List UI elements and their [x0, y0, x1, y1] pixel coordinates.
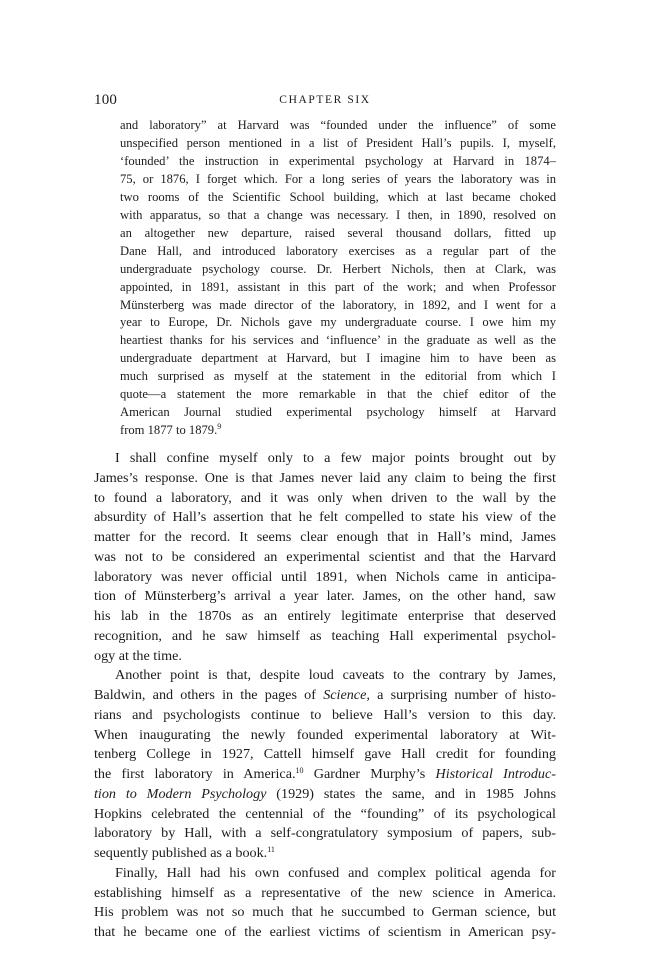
paragraph-line: to found a laboratory, and it was only when driven to the wall by the: [94, 489, 556, 506]
quote-line: year to Europe, Dr. Nichols gave my undergraduate course. I owe him my: [120, 315, 556, 330]
paragraph-line: rians and psychologists continue to believe Hall’s version to this day.: [94, 706, 556, 723]
paragraph-line: Another point is that, despite loud caveats to the contrary by James,: [115, 667, 556, 684]
line-text: Gardner Murphy’s: [303, 766, 436, 783]
footnote-marker: 10: [295, 766, 304, 776]
paragraph-line: absurdity of Hall’s assertion that he felt compelled to state his view of the: [94, 509, 556, 526]
quote-line: an altogether new departure, raised several thousand dollars, fitted up: [120, 225, 556, 240]
quote-line-text: from 1877 to 1879.: [120, 423, 218, 438]
book-title: tion to Modern Psychology: [94, 785, 267, 802]
quote-line: and laboratory” at Harvard was “founded under the influence” of some: [120, 118, 556, 132]
paragraph-line: I shall confine myself only to a few major points brought out by: [115, 450, 556, 467]
chapter-title: CHAPTER SIX: [279, 94, 371, 106]
paragraph-line: James’s response. One is that James never laid any claim to being the first: [94, 469, 556, 486]
line-text: Baldwin, and others in the pages of: [94, 687, 324, 704]
quote-line: with apparatus, so that a change was necessary. I then, in 1890, resolved on: [120, 207, 556, 222]
quote-line: quote—a statement the more remarkable in that the chief editor of the: [120, 387, 556, 402]
paragraph-line: laboratory by Hall, with a self-congratulatory symposium of papers, sub-: [94, 825, 556, 842]
quote-line: heartiest thanks for his services and ‘influence’ in the graduate as well as the: [120, 333, 556, 348]
paragraph-line: was not to be considered an experimental scientist and that the Harvard: [94, 548, 556, 565]
book-title: Historical Introduc-: [435, 766, 556, 783]
quote-line: ‘founded’ the instruction in experimental psychology at Harvard in 1874–: [120, 153, 556, 168]
quote-line: unspecified person mentioned in a list of President Hall’s pupils. I, myself,: [120, 135, 556, 150]
block-quote: [120, 117, 556, 440]
paragraph-line: his lab in the 1870s as an entirely legitimate enterprise that deserved: [94, 608, 556, 625]
paragraph-line: Finally, Hall had his own confused and complex political agenda for: [115, 864, 556, 881]
quote-line: American Journal studied experimental psychology himself at Harvard: [120, 405, 556, 420]
body-text: [94, 449, 556, 943]
quote-line: 75, or 1876, I forget which. For a long series of years the laboratory was in: [120, 171, 556, 186]
paragraph-line: [94, 844, 556, 864]
quote-line: much surprised as myself at the statement in the editorial from which I: [120, 369, 556, 384]
quote-line: appointed, in 1891, assistant in this part of the work; and when Professor: [120, 279, 556, 294]
paragraph-line: that he became one of the earliest victims of scientism in American psy-: [94, 924, 556, 941]
quote-line: Dane Hall, and introduced laboratory exercises as a regular part of the: [120, 243, 556, 258]
paragraph-line: When inaugurating the newly founded experimental laboratory at Wit-: [94, 726, 556, 743]
line-text: (1929) states the same, and in 1985 Johns: [266, 785, 556, 802]
quote-line: two rooms of the Scientific School building, which at last became choked: [120, 189, 556, 204]
quote-line-last: [120, 422, 556, 440]
quote-line: Münsterberg was made director of the laboratory, in 1892, and I went for a: [120, 297, 556, 312]
paragraph-line: [94, 686, 556, 706]
paragraph-line: His problem was not so much that he succumbed to German science, but: [94, 904, 556, 921]
line-text: a surprising number of histo-: [369, 687, 556, 704]
footnote-marker: 9: [217, 422, 222, 432]
page-number: 100: [94, 92, 118, 108]
paragraph-line: establishing himself as a representative of the new science in America.: [94, 884, 556, 901]
paragraph-line: [94, 765, 556, 785]
paragraph-line: matter for the record. It seems clear enough that in Hall’s mind, James: [94, 529, 556, 546]
footnote-marker: 11: [267, 845, 275, 855]
paragraph-line: tenberg College in 1927, Cattell himself gave Hall credit for founding: [94, 746, 556, 763]
line-text: the first laboratory in America.: [94, 766, 296, 783]
paragraph-line: recognition, and he saw himself as teaching Hall experimental psychol-: [94, 627, 556, 644]
paragraph-line: Hopkins celebrated the centennial of the “founding” of its psychological: [94, 805, 556, 822]
paragraph-line: tion of Münsterberg’s arrival a year later. James, on the other hand, saw: [94, 588, 556, 605]
quote-line: undergraduate psychology course. Dr. Herbert Nichols, then at Clark, was: [120, 261, 556, 276]
line-text: sequently published as a book.: [94, 845, 268, 862]
quote-line: undergraduate department at Harvard, but I imagine him to have been as: [120, 351, 556, 366]
paragraph-line: laboratory was never official until 1891, when Nichols came in anticipa-: [94, 568, 556, 585]
journal-title: Science,: [323, 687, 370, 704]
paragraph-line: ogy at the time.: [94, 647, 182, 664]
book-page: [94, 92, 556, 943]
paragraph-line: [94, 785, 556, 805]
running-head: [94, 92, 556, 114]
